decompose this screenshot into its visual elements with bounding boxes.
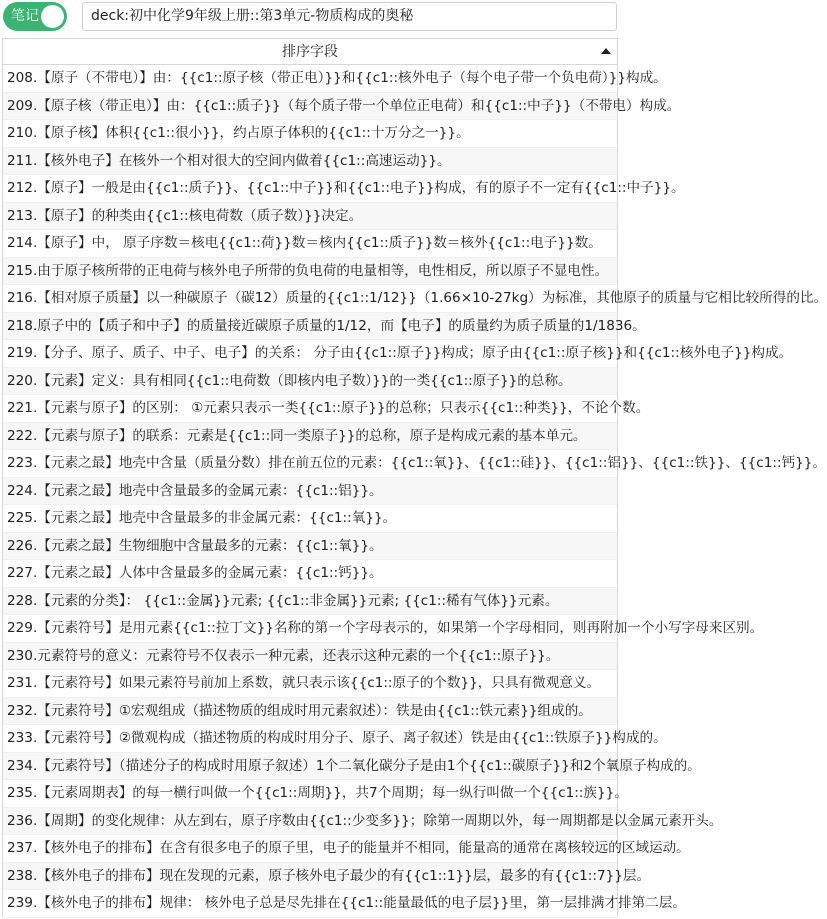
table-row[interactable]: 219.【分子、原子、质子、中子、电子】的关系： 分子由{{c1::原子}}构成；原子由{{c1::原子核}}和{{c1::核外电子}}构成。 [3,340,617,368]
table-row[interactable]: 222.【元素与原子】的联系：元素是{{c1::同一类原子}}的总称，原子是构成元素的基本单元。 [3,423,617,451]
table-row[interactable]: 239.【核外电子的排布】规律： 核外电子总是尽先排在{{c1::能量最低的电子层}}里，第一层排满才排第二层。 [3,890,617,918]
table-row[interactable]: 227.【元素之最】人体中含量最多的金属元素：{{c1::钙}}。 [3,560,617,588]
table-row[interactable]: 229.【元素符号】是用元素{{c1::拉丁文}}名称的第一个字母表示的，如果第一个字母相同，则再附加一个小写字母来区别。 [3,615,617,643]
notes-table [2,38,827,917]
table-row[interactable]: 232.【元素符号】①宏观组成（描述物质的组成时用元素叙述）：铁是由{{c1::铁元素}}组成的。 [3,698,617,726]
table-row[interactable]: 237.【核外电子的排布】在含有很多电子的原子里，电子的能量并不相同，能量高的通常在离核较远的区域运动。 [3,835,617,863]
sort-field-column-header[interactable] [3,39,617,65]
notes-toggle[interactable] [3,2,67,31]
top-bar [0,0,620,36]
table-row[interactable]: 228.【元素的分类】： {{c1::金属}}元素; {{c1::非金属}}元素; {{c1::稀有气体}}元素。 [3,588,617,616]
table-row[interactable]: 226.【元素之最】生物细胞中含量最多的元素：{{c1::氧}}。 [3,533,617,561]
table-row[interactable]: 216.【相对原子质量】以一种碳原子（碳12）质量的{{c1::1/12}}（1.66×10-27kg）为标准，其他原子的质量与它相比较所得的比。 [3,285,617,313]
table-row[interactable]: 236.【周期】的变化规律：从左到右，原子序数由{{c1::少变多}}；除第一周期以外，每一周期都是以金属元素开头。 [3,808,617,836]
table-row[interactable]: 230.元素符号的意义：元素符号不仅表示一种元素，还表示这种元素的一个{{c1::原子}}。 [3,643,617,671]
table-row[interactable]: 212.【原子】一般是由{{c1::质子}}、{{c1::中子}}和{{c1::电子}}构成，有的原子不一定有{{c1::中子}}。 [3,175,617,203]
table-row[interactable]: 224.【元素之最】地壳中含量最多的金属元素：{{c1::铝}}。 [3,478,617,506]
sort-ascending-icon [601,48,611,54]
column-header-label: 排序字段 [282,44,338,60]
table-row[interactable]: 209.【原子核（带正电）】由：{{c1::质子}}（每个质子带一个单位正电荷）和{{c1::中子}}（不带电）构成。 [3,93,617,121]
table-row[interactable]: 214.【原子】中， 原子序数＝核电{{c1::荷}}数＝核内{{c1::质子}}数＝核外{{c1::电子}}数。 [3,230,617,258]
table-row[interactable]: 215.由于原子核所带的正电荷与核外电子所带的负电荷的电量相等，电性相反，所以原子不显电性。 [3,258,617,286]
table-row[interactable]: 208.【原子（不带电）】由：{{c1::原子核（带正电）}}和{{c1::核外电子（每个电子带一个负电荷）}}构成。 [3,65,617,93]
table-row[interactable]: 220.【元素】定义：具有相同{{c1::电荷数（即核内电子数）}}的一类{{c1::原子}}的总称。 [3,368,617,396]
table-row[interactable]: 238.【核外电子的排布】现在发现的元素，原子核外电子最少的有{{c1::1}}层，最多的有{{c1::7}}层。 [3,863,617,891]
table-row[interactable]: 233.【元素符号】②微观构成（描述物质的构成时用分子、原子、离子叙述）铁是由{{c1::铁原子}}构成的。 [3,725,617,753]
table-row[interactable]: 221.【元素与原子】的区别： ①元素只表示一类{{c1::原子}}的总称；只表示{{c1::种类}}，不论个数。 [3,395,617,423]
table-row[interactable]: 210.【原子核】体积{{c1::很小}}，约占原子体积的{{c1::十万分之一}}。 [3,120,617,148]
table-row[interactable]: 223.【元素之最】地壳中含量（质量分数）排在前五位的元素：{{c1::氧}}、{{c1::硅}}、{{c1::铝}}、{{c1::铁}}、{{c1::钙}}。 [3,450,617,478]
table-row[interactable]: 211.【核外电子】在核外一个相对很大的空间内做着{{c1::高速运动}}。 [3,148,617,176]
deck-search-input[interactable]: deck:初中化学9年级上册::第3单元-物质构成的奥秘 [82,2,617,31]
table-row[interactable]: 218.原子中的【质子和中子】的质量接近碳原子质量的1/12，而【电子】的质量约为质子质量的1/1836。 [3,313,617,341]
table-row[interactable]: 213.【原子】的种类由{{c1::核电荷数（质子数）}}决定。 [3,203,617,231]
table-body [3,65,827,918]
table-row[interactable]: 234.【元素符号】（描述分子的构成时用原子叙述）1个二氧化碳分子是由1个{{c1::碳原子}}和2个氧原子构成的。 [3,753,617,781]
table-row[interactable]: 225.【元素之最】地壳中含量最多的非金属元素：{{c1::氧}}。 [3,505,617,533]
table-row[interactable]: 235.【元素周期表】的每一横行叫做一个{{c1::周期}}，共7个周期；每一纵行叫做一个{{c1::族}}。 [3,780,617,808]
toggle-knob [41,5,64,28]
notes-toggle-label: 笔记 [11,8,39,24]
table-row[interactable]: 231.【元素符号】如果元素符号前加上系数，就只表示该{{c1::原子的个数}}，只具有微观意义。 [3,670,617,698]
